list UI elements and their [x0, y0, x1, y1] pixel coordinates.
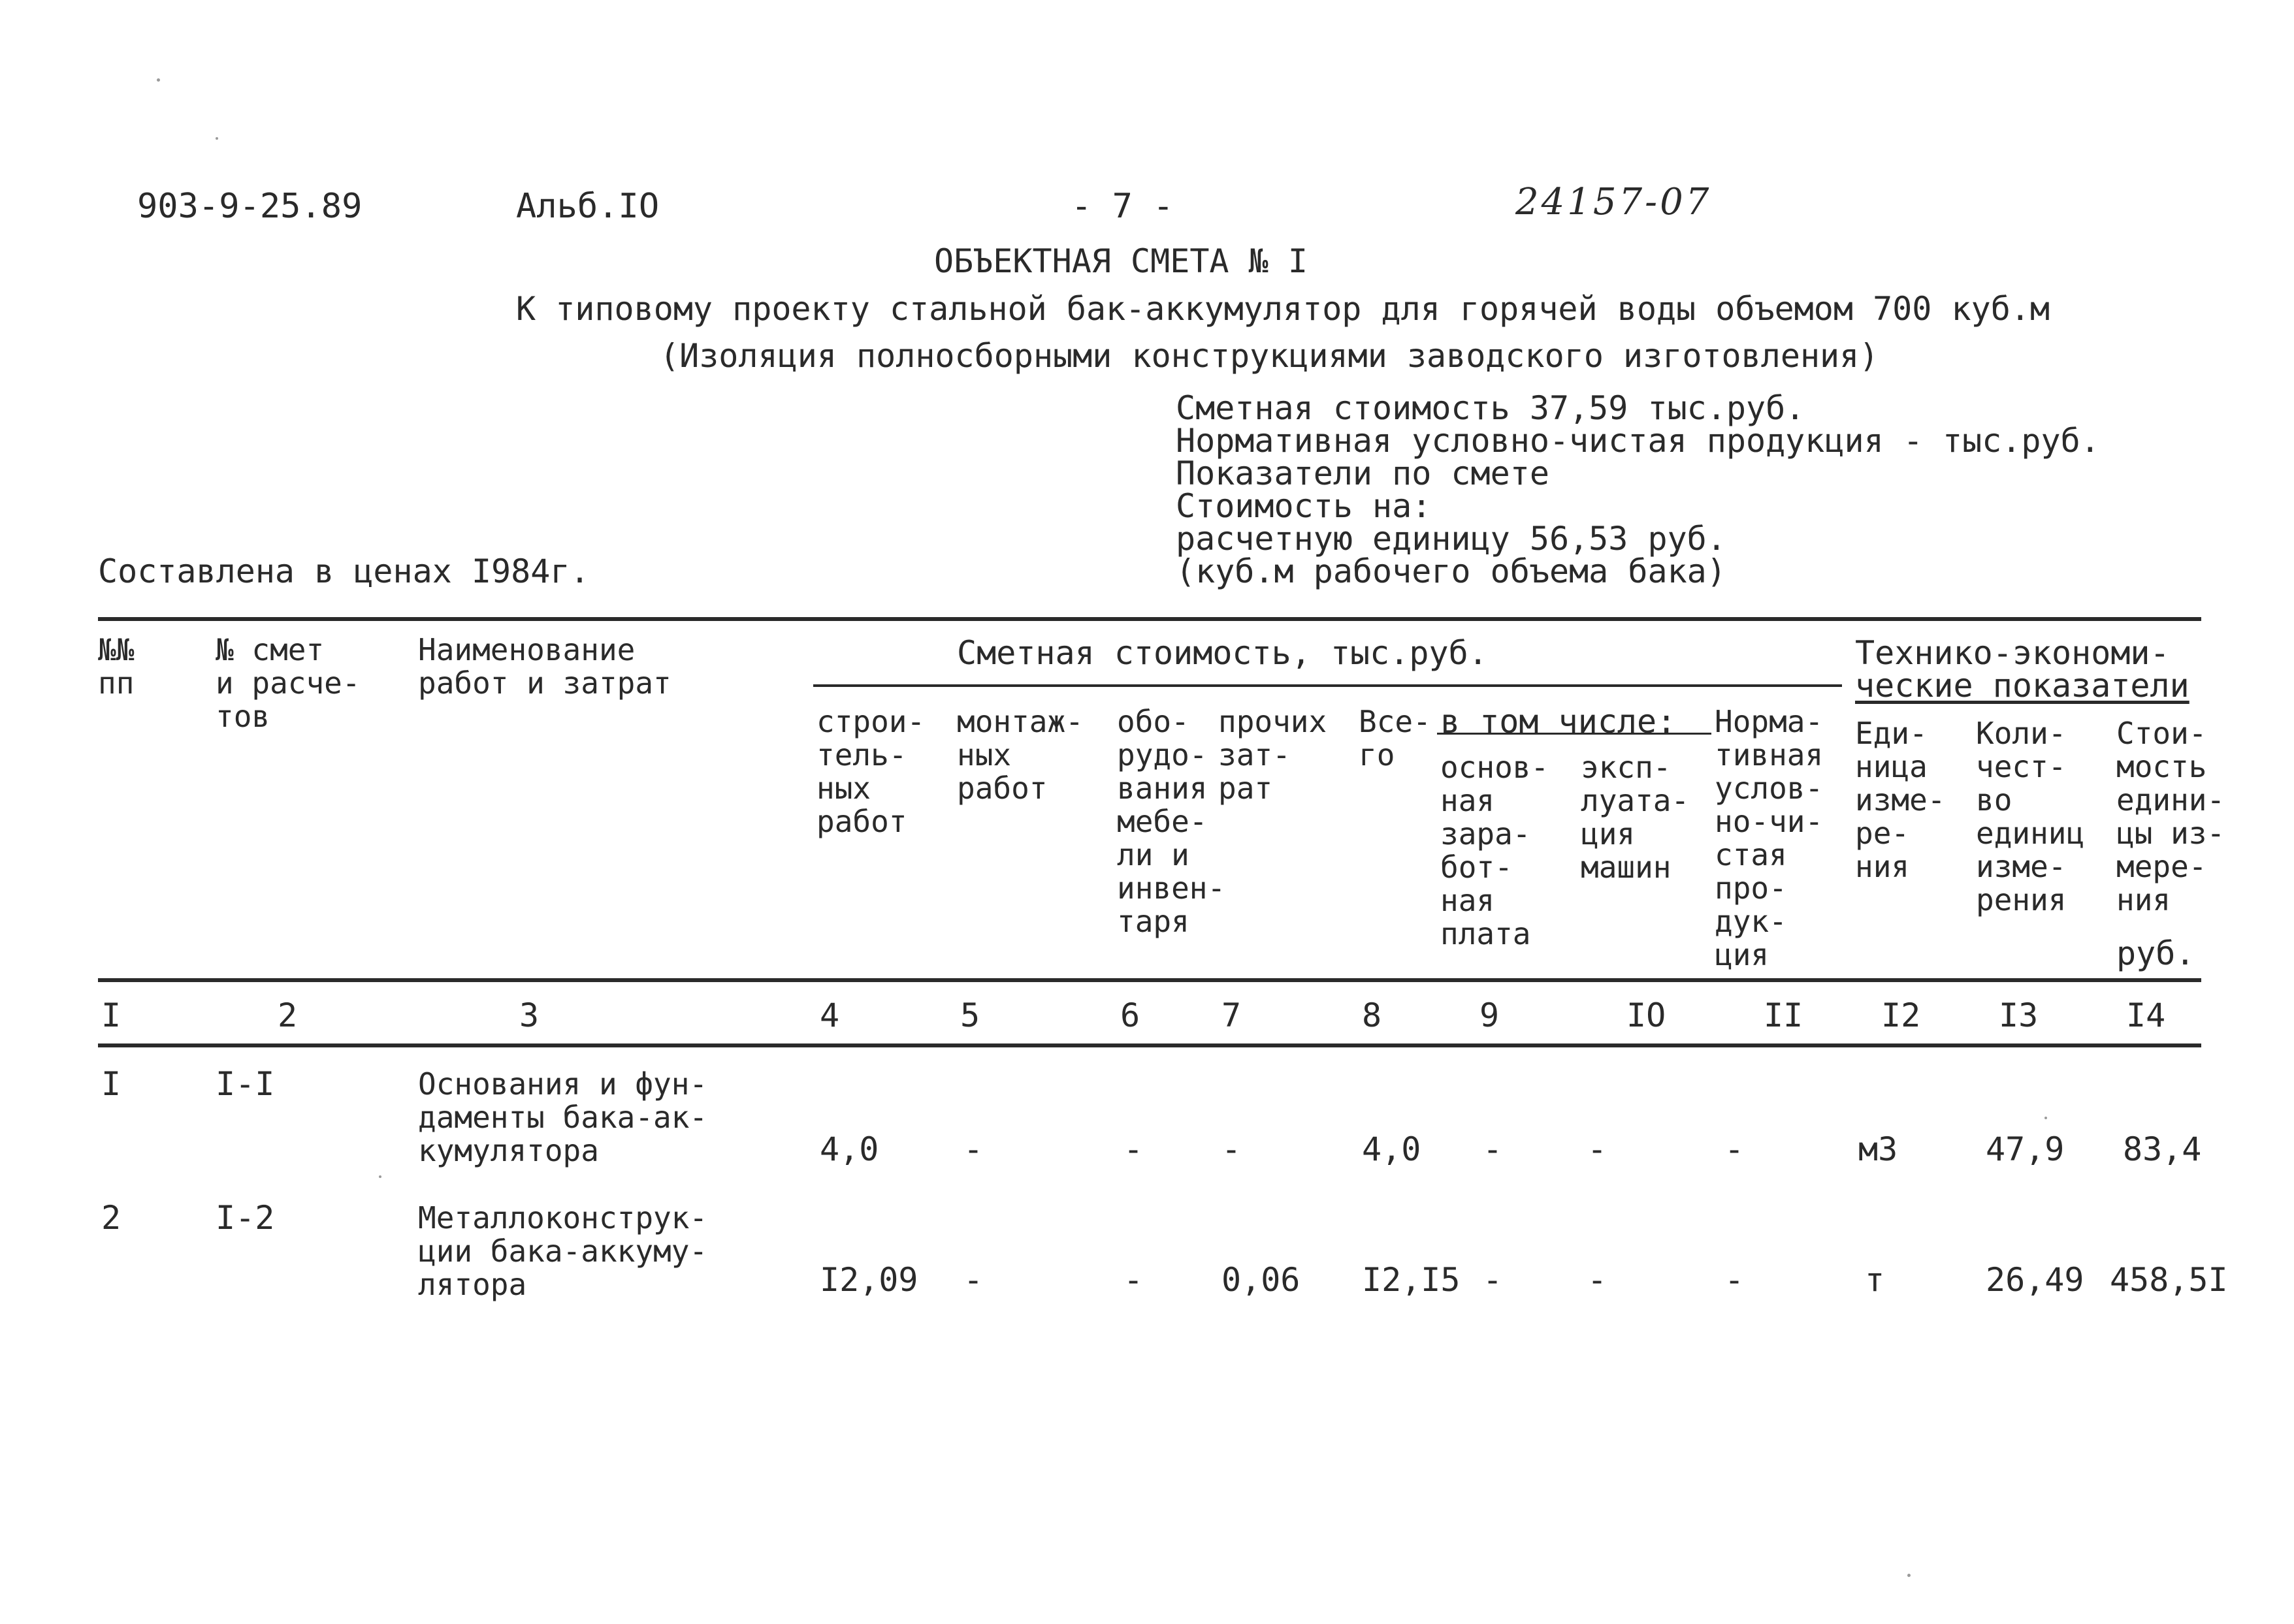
row-2-quantity: 26,49	[1986, 1261, 2084, 1299]
row-2-other: 0,06	[1221, 1261, 1300, 1299]
row-1-total: 4,0	[1362, 1130, 1421, 1168]
unit-cost: расчетную единицу 56,53 руб.	[1176, 520, 1726, 558]
row-2-total: I2,I5	[1362, 1261, 1461, 1299]
row-1-normative: -	[1724, 1130, 1745, 1168]
document-subtitle-2: (Изоляция полносборными конструкциями заводского изготовления)	[660, 337, 1879, 375]
row-1-unit-cost: 83,4	[2123, 1130, 2202, 1168]
row-1-unit: м3	[1858, 1130, 1898, 1168]
col-header-machines: эксп- луата- ция машин	[1581, 750, 1690, 885]
row-2-installation: -	[963, 1261, 984, 1299]
row-1-installation: -	[963, 1130, 984, 1168]
col-header-wages: основ- ная зара- бот- ная плата	[1440, 750, 1549, 951]
col-number: 3	[519, 996, 540, 1034]
row-1-machines: -	[1587, 1130, 1607, 1168]
col-header-other: прочих зат- рат	[1218, 704, 1327, 806]
scan-speck	[379, 1175, 381, 1178]
row-2-num: 2	[101, 1199, 121, 1237]
document-subtitle: К типовому проекту стальной бак-аккумулятор для горячей воды объемом 700 куб.м	[516, 290, 2050, 328]
unit-description: (куб.м рабочего объема бака)	[1176, 552, 1726, 590]
row-1-other: -	[1221, 1130, 1242, 1168]
col-number: I3	[1999, 996, 2039, 1034]
row-2-unit-cost: 458,5I	[2110, 1261, 2228, 1299]
row-2-equipment: -	[1123, 1261, 1144, 1299]
col-header-name: Наименование работ и затрат	[418, 632, 671, 701]
cost-per-label: Стоимость на:	[1176, 487, 1432, 525]
col-header-unit-cost: Стои- мость едини- цы из- мере- ния	[2116, 716, 2225, 917]
incl-header: в том числе:	[1440, 703, 1677, 740]
row-1-estimate: I-I	[216, 1065, 275, 1103]
col-header-equipment: обо- рудо- вания мебе- ли и инвен- таря	[1117, 704, 1226, 939]
album-number: Альб.IO	[516, 187, 660, 226]
page-number: - 7 -	[1071, 187, 1174, 226]
row-2-normative: -	[1724, 1261, 1745, 1299]
col-number: 9	[1479, 996, 1500, 1034]
col-header-unit: Еди- ница изме- ре- ния	[1855, 716, 1946, 884]
cost-group-header: Сметная стоимость, тыс.руб.	[957, 634, 1488, 672]
handwritten-number: 24157-07	[1515, 181, 1712, 223]
row-2-wages: -	[1483, 1261, 1503, 1299]
col-number: 8	[1362, 996, 1382, 1034]
scan-speck	[216, 137, 218, 140]
prices-note: Составлена в ценах I984г.	[98, 552, 590, 590]
row-2-unit: т	[1865, 1261, 1885, 1299]
table-top-rule	[98, 617, 2201, 621]
document-code: 903-9-25.89	[137, 187, 363, 226]
col-number: I	[101, 996, 121, 1034]
row-1-name: Основания и фун- даменты бака-ак- кумулятора	[418, 1066, 708, 1168]
header-bottom-rule	[98, 978, 2201, 982]
scan-speck	[2044, 1117, 2047, 1119]
col-header-normative: Норма- тивная услов- но-чи- стая про- дук- ция	[1715, 704, 1824, 972]
col-number: 2	[278, 996, 298, 1034]
col-header-quantity: Коли- чест- во единиц изме- рения	[1976, 716, 2085, 917]
scan-speck	[1907, 1574, 1911, 1577]
tech-group-header-2: ческие показатели	[1855, 667, 2189, 705]
col-number: I4	[2126, 996, 2166, 1034]
cost-group-rule	[813, 684, 1842, 687]
row-2-construction: I2,09	[820, 1261, 918, 1299]
scan-speck	[157, 78, 160, 82]
row-1-equipment: -	[1123, 1130, 1144, 1168]
row-2-name: Металлоконструк- ции бака-аккуму- лятора	[418, 1200, 708, 1302]
row-2-machines: -	[1587, 1261, 1607, 1299]
col-number: 4	[820, 996, 840, 1034]
col-number: 5	[960, 996, 980, 1034]
col-number: 6	[1120, 996, 1140, 1034]
col-header-estimate: № смет и расче- тов	[216, 632, 361, 734]
row-2-estimate: I-2	[216, 1199, 275, 1237]
col-number: I2	[1881, 996, 1921, 1034]
row-1-num: I	[101, 1065, 121, 1103]
col-header-installation: монтаж- ных работ	[957, 704, 1084, 806]
column-numbers-rule	[98, 1043, 2201, 1047]
row-1-quantity: 47,9	[1986, 1130, 2065, 1168]
col-header-num: №№ пп	[98, 632, 135, 701]
estimate-indicators: Показатели по смете	[1176, 454, 1549, 492]
col-number: 7	[1221, 996, 1242, 1034]
row-1-construction: 4,0	[820, 1130, 879, 1168]
document-title: ОБЪЕКТНАЯ СМЕТА № I	[934, 242, 1308, 280]
row-1-wages: -	[1483, 1130, 1503, 1168]
col-header-construction: строи- тель- ных работ	[816, 704, 926, 839]
estimated-cost: Сметная стоимость 37,59 тыс.руб.	[1176, 389, 1805, 427]
normative-production: Нормативная условно-чистая продукция - тыс.руб.	[1176, 422, 2100, 460]
col-header-total: Все- го	[1359, 704, 1431, 772]
col-header-unit-cost-currency: руб.	[2116, 934, 2195, 972]
col-number: IO	[1626, 996, 1666, 1034]
col-number: II	[1764, 996, 1803, 1034]
tech-group-header: Технико-экономи-	[1855, 634, 2170, 672]
